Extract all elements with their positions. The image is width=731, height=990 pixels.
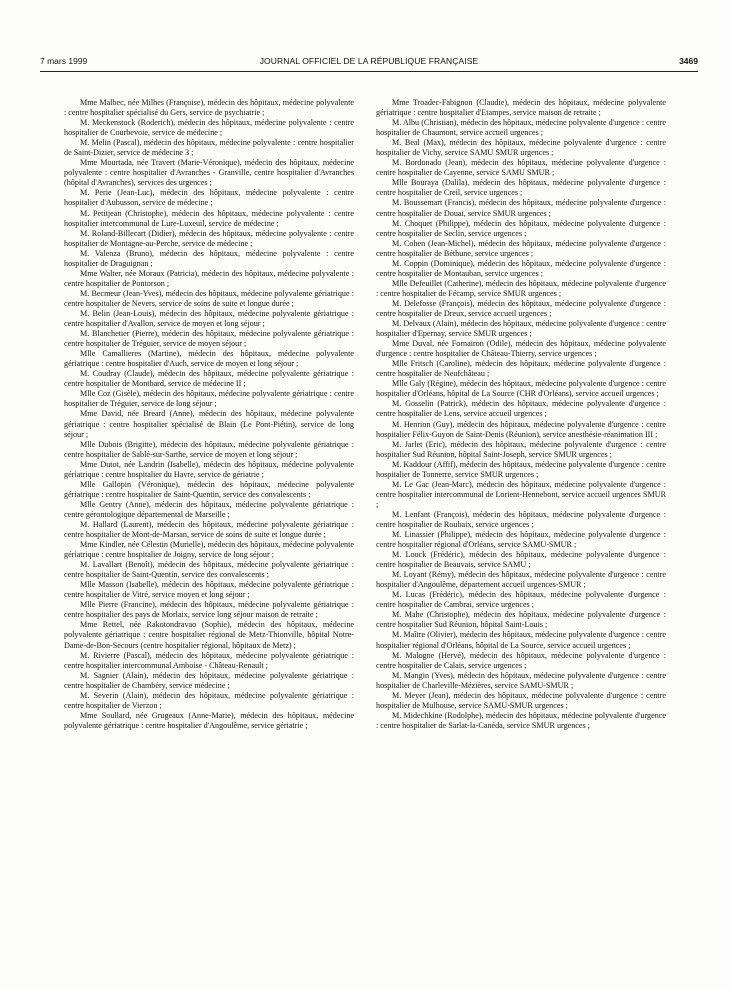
header-rule <box>40 71 698 72</box>
nomination-entry: M. Henrion (Guy), médecin des hôpitaux, médecine polyvalente d'urgence : centre hospitalier Félix-Guyon de Saint-Denis (Réunion), service anesthésie-réanimation III ; <box>376 419 666 439</box>
right-column <box>376 98 666 731</box>
header-date: 7 mars 1999 <box>40 56 88 66</box>
nomination-entry: M. Bordonado (Jean), médecin des hôpitaux, médecine polyvalente d'urgence : centre hospitalier de Cayenne, service SAMU SMUR ; <box>376 158 666 178</box>
nomination-entry: Mlle Gallopin (Véronique), médecin des hôpitaux, médecine polyvalente gériatrique : centre hospitalier de Saint-Quentin, service des convalescents ; <box>64 479 354 499</box>
page-header <box>40 56 698 70</box>
nomination-entry: M. Loyant (Rémy), médecin des hôpitaux, médecine polyvalente d'urgence : centre hospitalier d'Angoulême, département accueil urgences-SMUR ; <box>376 570 666 590</box>
nomination-entry: M. Melin (Pascal), médecin des hôpitaux, médecine polyvalente : centre hospitalier de Saint-Dizier, service de médecine 3 ; <box>64 138 354 158</box>
nomination-entry: M. Linassier (Philippe), médecin des hôpitaux, médecine polyvalente d'urgence : centre hospitalier régional d'Orléans, service SAMU-SMUR ; <box>376 530 666 550</box>
nomination-entry: M. Severin (Alain), médecin des hôpitaux, médecine polyvalente gériatrique : centre hospitalier de Vierzon ; <box>64 690 354 710</box>
nomination-entry: M. Malogne (Hervé), médecin des hôpitaux, médecine polyvalente d'urgence : centre hospitalier de Calais, service urgences ; <box>376 650 666 670</box>
nomination-entry: M. Albu (Christian), médecin des hôpitaux, médecine polyvalente d'urgence : centre hospitalier de Chaumont, service accueil urgences ; <box>376 118 666 138</box>
nomination-entry: M. Coppin (Dominique), médecin des hôpitaux, médecine polyvalente d'urgence : centre hospitalier de Montauban, service urgences ; <box>376 258 666 278</box>
nomination-entry: M. Boussemart (Francis), médecin des hôpitaux, médecine polyvalente d'urgence : centre hospitalier de Douai, service SMUR urgences ; <box>376 198 666 218</box>
nomination-entry: Mme Walter, née Moraux (Patricia), médecin des hôpitaux, médecine polyvalente : centre hospitalier de Pontorson ; <box>64 268 354 288</box>
nomination-entry: M. Petitjean (Christophe), médecin des hôpitaux, médecine polyvalente : centre hospitalier intercommunal de Lure-Luxeuil, service de médecine ; <box>64 208 354 228</box>
nomination-entry: Mme David, née Breard (Anne), médecin des hôpitaux, médecine polyvalente gériatrique : centre hospitalier spécialisé de Blain (Le Pont-Piétin), service de long séjour ; <box>64 409 354 439</box>
nomination-entry: M. Roland-Billecart (Didier), médecin des hôpitaux, médecine polyvalente : centre hospitalier de Montagne-au-Perche, service de médecine ; <box>64 228 354 248</box>
nomination-entry: M. Rivierre (Pascal), médecin des hôpitaux, médecine polyvalente gériatrique : centre hospitalier intercommunal Amboise - Château-Renault ; <box>64 650 354 670</box>
page-number: 3469 <box>679 56 698 66</box>
nomination-entry: M. Lucas (Frédéric), médecin des hôpitaux, médecine polyvalente d'urgence : centre hospitalier de Cambrai, service urgences ; <box>376 590 666 610</box>
nomination-entry: M. Delefosse (François), médecin des hôpitaux, médecine polyvalente d'urgence : centre hospitalier de Dreux, service accueil urgences ; <box>376 298 666 318</box>
nomination-entry: Mme Rettel, née Rakotondravao (Sophie), médecin des hôpitaux, médecine polyvalente gériatrique : centre hospitalier régional de Metz-Thionville, hôpital Notre-Dame-de-Bon-Secours (centre hospitalier régional, hôpitaux de Metz) ; <box>64 620 354 650</box>
left-column <box>64 98 354 731</box>
nomination-entry: M. Midechkine (Rodolphe), médecin des hôpitaux, médecine polyvalente d'urgence : centre hospitalier de Sarlat-la-Canéda, service SMUR urgences ; <box>376 710 666 730</box>
nomination-entry: M. Perie (Jean-Luc), médecin des hôpitaux, médecine polyvalente : centre hospitalier d'Aubusson, service de médecine ; <box>64 188 354 208</box>
nomination-entry: M. Mangin (Yves), médecin des hôpitaux, médecine polyvalente d'urgence : centre hospitalier de Charleville-Mézières, service SAMU-SMUR ; <box>376 670 666 690</box>
nomination-entry: Mlle Pierre (Francine), médecin des hôpitaux, médecine polyvalente gériatrique : centre hospitalier des pays de Morlaix, service long séjour maison de retraite ; <box>64 600 354 620</box>
nomination-entry: Mme Dutot, née Landrin (Isabelle), médecin des hôpitaux, médecine polyvalente gériatrique : centre hospitalier du Havre, service de gériatrie ; <box>64 459 354 479</box>
nomination-entry: M. Mahe (Christophe), médecin des hôpitaux, médecine polyvalente d'urgence : centre hospitalier Sud Réunion, hôpital Saint-Louis ; <box>376 610 666 630</box>
nomination-entry: Mlle Gentry (Anne), médecin des hôpitaux, médecine polyvalente gériatrique : centre gérontologique départemental de Marseille ; <box>64 499 354 519</box>
nomination-entry: Mme Malbec, née Milhes (Françoise), médecin des hôpitaux, médecine polyvalente : centre hospitalier spécialisé du Gers, service de psychiatrie ; <box>64 98 354 118</box>
nomination-entry: M. Cohen (Jean-Michel), médecin des hôpitaux, médecine polyvalente d'urgence : centre hospitalier de Béthune, service urgences ; <box>376 238 666 258</box>
nomination-entry: Mlle Coz (Gisèle), médecin des hôpitaux, médecine polyvalente gériatrique : centre hospitalier de Tréguier, service de long séjour ; <box>64 389 354 409</box>
nomination-entry: M. Maître (Olivier), médecin des hôpitaux, médecine polyvalente d'urgence : centre hospitalier régional d'Orléans, hôpital de La Source, service accueil urgences ; <box>376 630 666 650</box>
nomination-entry: Mlle Fritsch (Caroline), médecin des hôpitaux, médecine polyvalente d'urgence : centre hospitalier de Neufchâteau ; <box>376 359 666 379</box>
nomination-entry: M. Lenfant (François), médecin des hôpitaux, médecine polyvalente d'urgence : centre hospitalier de Roubaix, service urgences ; <box>376 509 666 529</box>
nomination-entry: M. Choquet (Philippe), médecin des hôpitaux, médecine polyvalente d'urgence : centre hospitalier de Seclin, service urgences ; <box>376 218 666 238</box>
nomination-entry: M. Belin (Jean-Louis), médecin des hôpitaux, médecine polyvalente gériatrique : centre hospitalier d'Avallon, service de moyen et long séjour ; <box>64 308 354 329</box>
nomination-entry: M. Meckenstock (Roderich), médecin des hôpitaux, médecine polyvalente : centre hospitalier de Courbevoie, service de médecine ; <box>64 118 354 138</box>
nomination-entry: Mlle Camallieres (Martine), médecin des hôpitaux, médecine polyvalente gériatrique : centre hospitalier d'Auch, service de moyen et long séjour ; <box>64 349 354 369</box>
nomination-entry: M. Coudray (Claude), médecin des hôpitaux, médecine polyvalente gériatrique : centre hospitalier de Montbard, service de médecine II ; <box>64 369 354 389</box>
nomination-entry: Mme Mourtada, née Travert (Marie-Véronique), médecin des hôpitaux, médecine polyvalente : centre hospitalier d'Avranches - Granville, centre hospitalier d'Avranches (hôpital d'Avranches), services des urgences ; <box>64 158 354 188</box>
nomination-entry: M. Valenza (Bruno), médecin des hôpitaux, médecine polyvalente : centre hospitalier de Draguignan ; <box>64 248 354 268</box>
nomination-entry: M. Lavallart (Benoît), médecin des hôpitaux, médecine polyvalente gériatrique : centre hospitalier de Saint-Quentin, service des convalescents ; <box>64 560 354 580</box>
nomination-entry: M. Becmeur (Jean-Yves), médecin des hôpitaux, médecine polyvalente gériatrique : centre hospitalier de Nevers, service de soins de suite et longue durée ; <box>64 288 354 308</box>
nomination-entry: M. Le Gac (Jean-Marc), médecin des hôpitaux, médecine polyvalente d'urgence : centre hospitalier intercommunal de Lorient-Hennebont, service accueil urgences SMUR ; <box>376 479 666 509</box>
nomination-entry: Mme Soullard, née Grugeaux (Anne-Marie), médecin des hôpitaux, médecine polyvalente gériatrique : centre hospitalier d'Angoulême, service gériatrie ; <box>64 710 354 730</box>
nomination-entry: Mme Kindler, née Célestin (Murielle), médecin des hôpitaux, médecine polyvalente gériatrique : centre hospitalier de Joigny, service de long séjour ; <box>64 540 354 560</box>
header-title: JOURNAL OFFICIEL DE LA RÉPUBLIQUE FRANÇAISE <box>259 56 479 66</box>
nomination-entry: Mlle Dubois (Brigitte), médecin des hôpitaux, médecine polyvalente gériatrique : centre hospitalier de Sablé-sur-Sarthe, service de moyen et long séjour ; <box>64 439 354 459</box>
nomination-entry: M. Beal (Max), médecin des hôpitaux, médecine polyvalente d'urgence : centre hospitalier de Vichy, service SAMU SMUR urgences ; <box>376 138 666 158</box>
nomination-entry: M. Kaddour (Affif), médecin des hôpitaux, médecine polyvalente d'urgence : centre hospitalier de Tonnerre, service SMUR urgences ; <box>376 459 666 479</box>
nomination-entry: Mme Troadec-Fabignon (Claudie), médecin des hôpitaux, médecine polyvalente gériatrique : centre hospitalier d'Etampes, service maison de retraite ; <box>376 98 666 118</box>
nomination-entry: Mlle Bouraya (Dalila), médecin des hôpitaux, médecine polyvalente d'urgence : centre hospitalier de Creil, service urgences ; <box>376 178 666 198</box>
nomination-entry: M. Gosselin (Patrick), médecin des hôpitaux, médecine polyvalente d'urgence : centre hospitalier de Lens, service accueil urgences ; <box>376 399 666 419</box>
nomination-entry: M. Loock (Frédéric), médecin des hôpitaux, médecine polyvalente d'urgence : centre hospitalier de Beauvais, service SAMU ; <box>376 550 666 570</box>
nomination-entry: M. Jarlet (Eric), médecin des hôpitaux, médecine polyvalente d'urgence : centre hospitalier Sud Réunion, hôpital Saint-Joseph, service SMUR urgences ; <box>376 439 666 459</box>
nomination-entry: Mlle Masson (Isabelle), médecin des hôpitaux, médecine polyvalente gériatrique : centre hospitalier de Vitré, service moyen et long séjour ; <box>64 580 354 600</box>
nomination-entry: M. Meyer (Jean), médecin des hôpitaux, médecine polyvalente d'urgence : centre hospitalier de Mulhouse, service SAMU-SMUR urgences ; <box>376 690 666 710</box>
nomination-entry: Mlle Defeuillet (Catherine), médecin des hôpitaux, médecine polyvalente d'urgence : centre hospitalier de Fécamp, service SMUR urgences ; <box>376 278 666 298</box>
nomination-entry: Mme Duval, née Fornairon (Odile), médecin des hôpitaux, médecine polyvalente d'urgence : centre hospitalier de Château-Thierry, service urgences ; <box>376 339 666 359</box>
nomination-entry: M. Blanchetier (Pierre), médecin des hôpitaux, médecine polyvalente gériatrique : centre hospitalier de Tréguier, service de moyen séjour ; <box>64 329 354 349</box>
nomination-entry: Mlle Galy (Régine), médecin des hôpitaux, médecine polyvalente d'urgence : centre hospitalier d'Orléans, hôpital de La Source (CHR d'Orléans), service accueil urgences ; <box>376 379 666 399</box>
nomination-entry: M. Sagnier (Alain), médecin des hôpitaux, médecine polyvalente gériatrique : centre hospitalier de Chambéry, service médecine ; <box>64 670 354 690</box>
nomination-entry: M. Delvaux (Alain), médecin des hôpitaux, médecine polyvalente d'urgence : centre hospitalier d'Epernay, service SMUR urgences ; <box>376 319 666 339</box>
nomination-entry: M. Hallard (Laurent), médecin des hôpitaux, médecine polyvalente gériatrique : centre hospitalier de Mont-de-Marsan, service de soins de suite et longue durée ; <box>64 519 354 540</box>
